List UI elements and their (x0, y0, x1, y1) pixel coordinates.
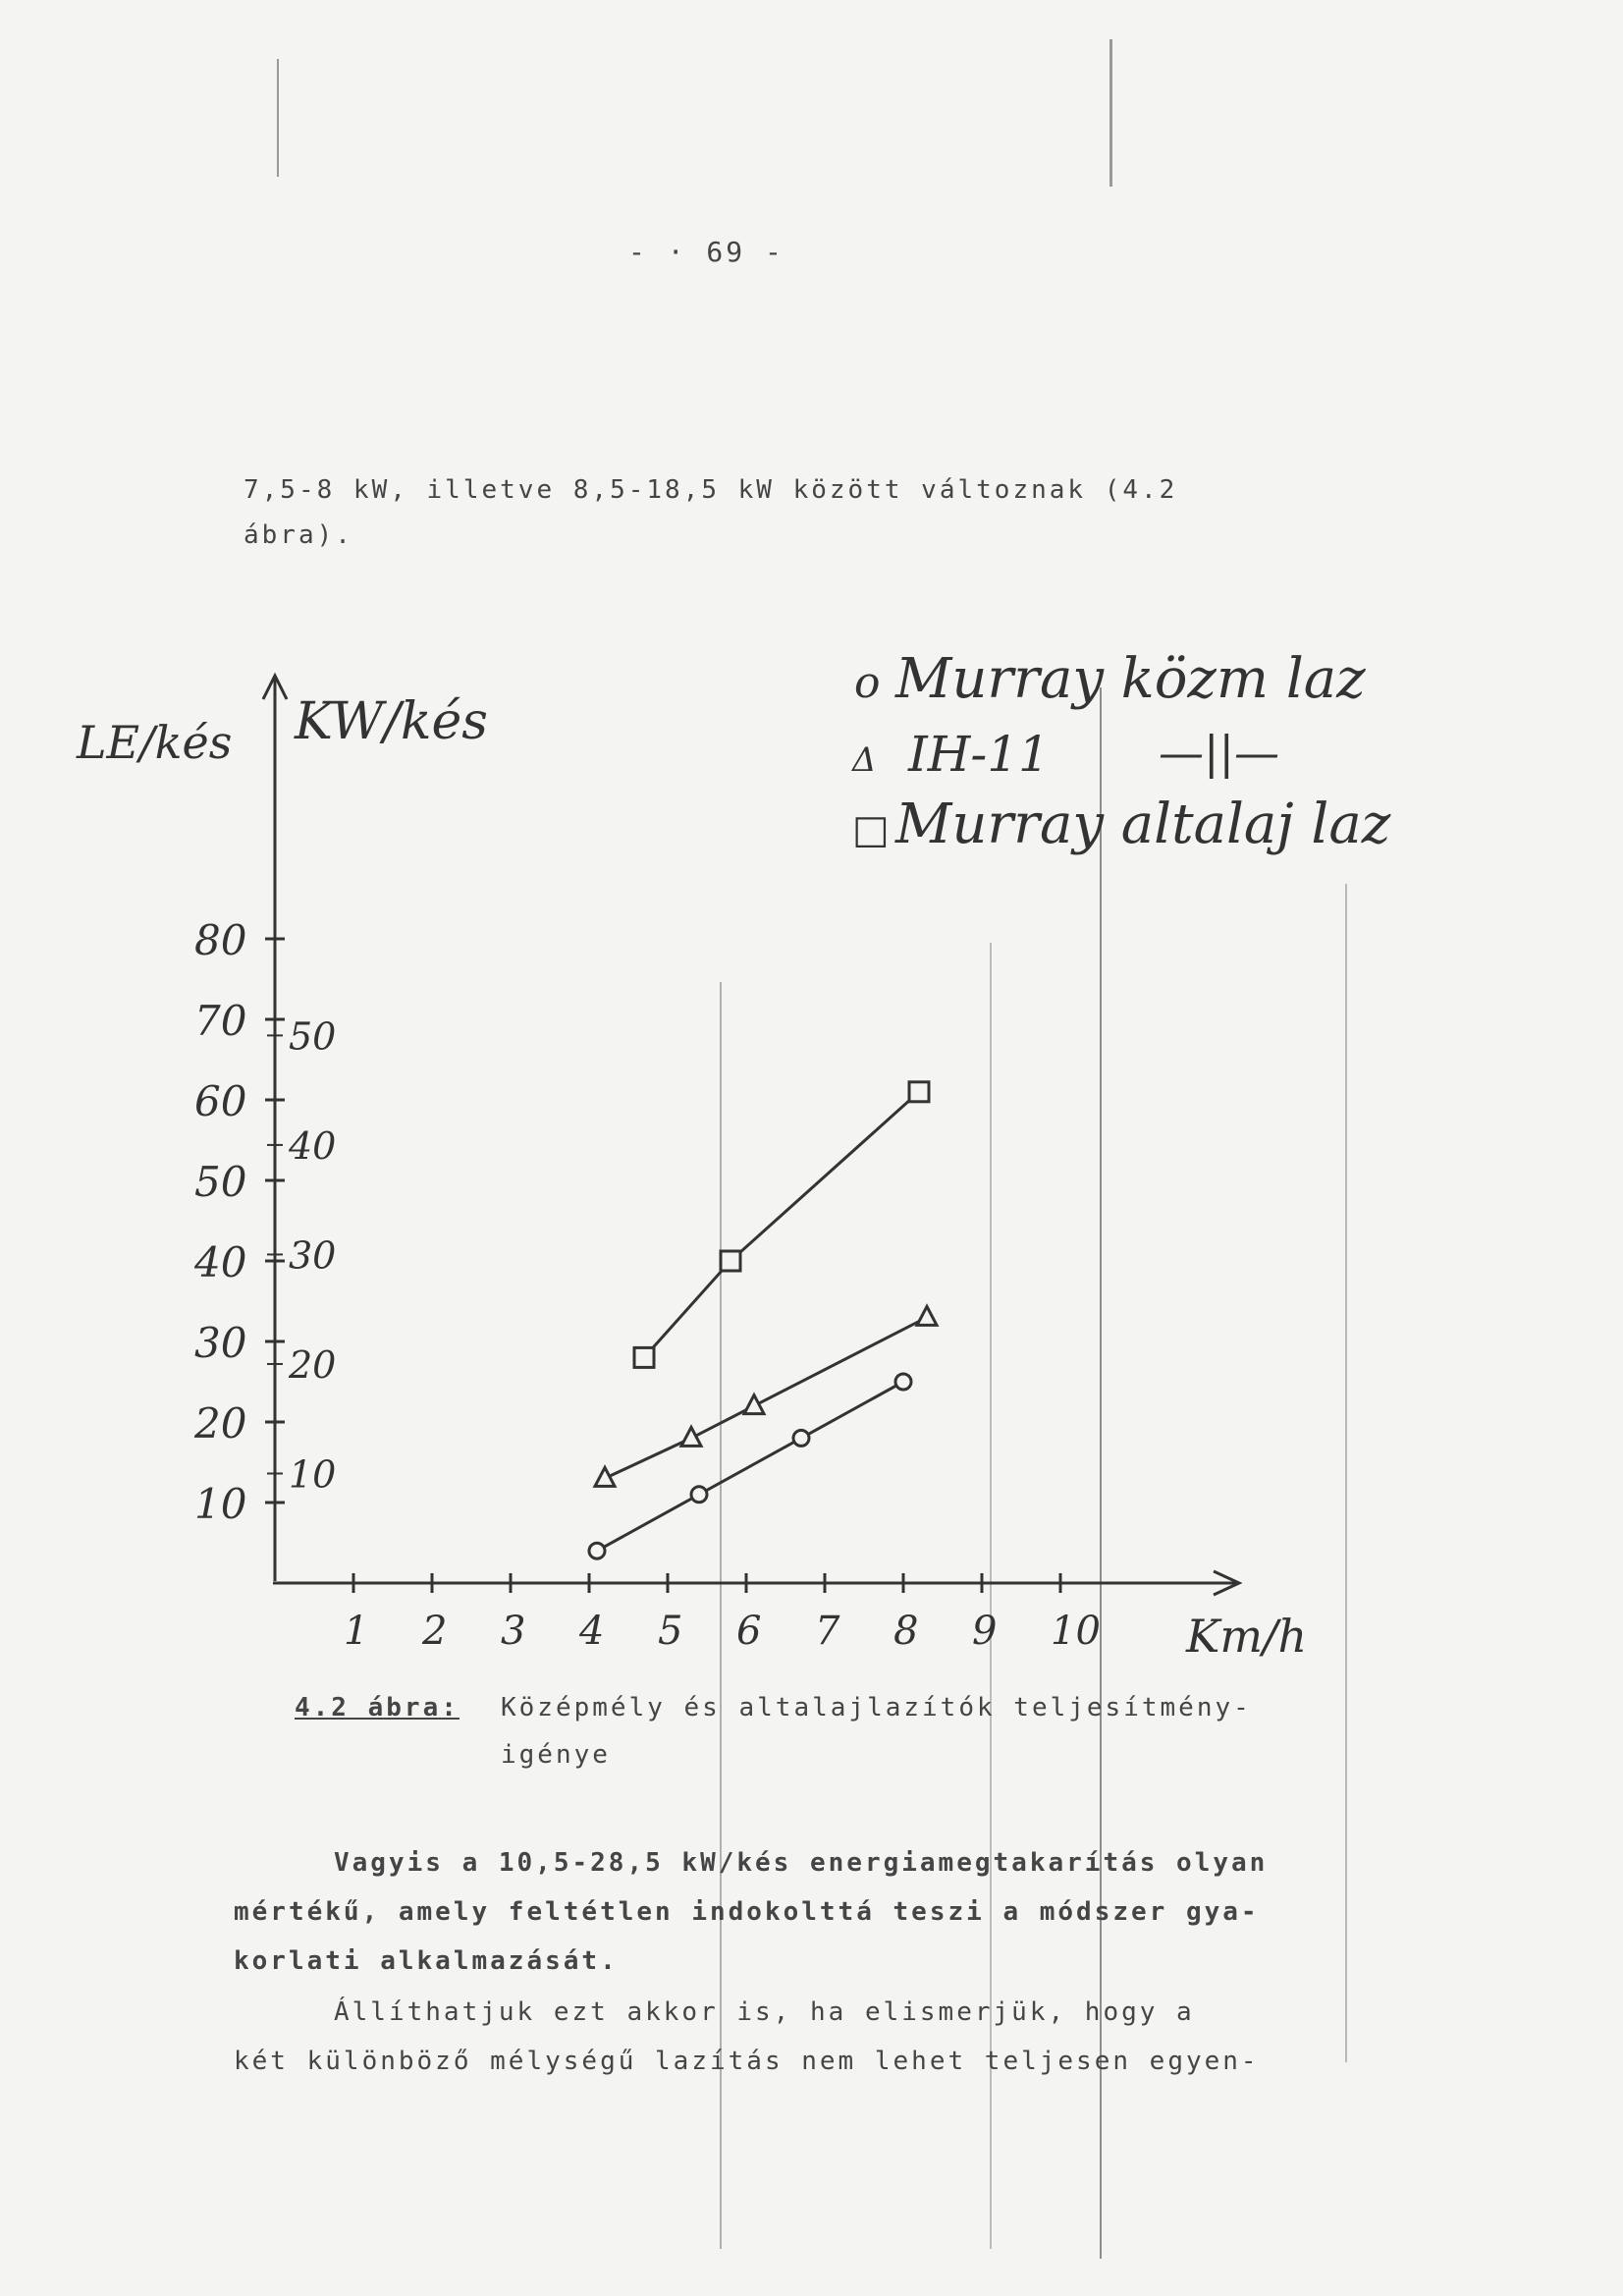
intro-line-2: ábra). (243, 520, 353, 550)
x-axis-label: Km/h (1186, 1610, 1308, 1663)
data-point-triangle (917, 1306, 937, 1325)
data-point-square (909, 1082, 929, 1102)
y-left-tick-label: 80 (194, 916, 247, 964)
body-line-4: Állíthatjuk ezt akkor is, ha elismerjük, hogy a (334, 1997, 1195, 2027)
legend-ditto: —||— (1159, 726, 1279, 779)
x-tick-label: 3 (501, 1609, 526, 1654)
y-right-tick-label: 10 (289, 1452, 337, 1497)
intro-line-1: 7,5-8 kW, illetve 8,5-18,5 kW között változnak (4.2 (243, 475, 1178, 505)
data-point-triangle (681, 1427, 701, 1446)
y-right-tick-label: 50 (289, 1014, 337, 1059)
x-tick-label: 7 (815, 1609, 840, 1654)
data-point-triangle (744, 1395, 764, 1414)
y-left-tick-label: 50 (194, 1158, 247, 1206)
data-point-triangle (595, 1467, 615, 1486)
y-left-tick-label: 20 (194, 1399, 247, 1448)
x-tick-label: 8 (893, 1609, 919, 1654)
data-point-circle (589, 1543, 605, 1558)
y-left-tick-label: 60 (194, 1077, 247, 1125)
x-tick-label: 6 (736, 1609, 762, 1654)
body-line-2: mértékű, amely feltétlen indokolttá teszi a módszer gya- (234, 1897, 1260, 1927)
legend-marker-1: o (854, 658, 881, 708)
legend-label-1: Murray közm laz (895, 647, 1366, 711)
y-left-tick-label: 70 (194, 997, 247, 1045)
legend (850, 647, 1391, 856)
data-point-circle (793, 1430, 809, 1446)
y-axis-label-right: KW/kés (295, 692, 488, 751)
x-tick-label: 10 (1051, 1609, 1101, 1654)
body-line-5: két különböző mélységű lazítás nem lehet teljesen egyen- (234, 2047, 1260, 2076)
x-tick-label: 9 (972, 1609, 998, 1654)
body-line-1: Vagyis a 10,5-28,5 kW/kés energiamegtakarítás olyan (334, 1848, 1269, 1878)
data-point-circle (691, 1487, 707, 1503)
legend-marker-2: Δ (852, 740, 877, 780)
data-point-square (634, 1347, 654, 1367)
y-left-tick-label: 10 (194, 1480, 247, 1528)
chart-ticks (193, 916, 1101, 1654)
x-tick-label: 5 (658, 1609, 683, 1654)
x-tick-label: 2 (422, 1609, 448, 1654)
data-point-circle (895, 1374, 911, 1390)
chart-series (589, 1082, 937, 1558)
y-left-tick-label: 40 (194, 1238, 247, 1286)
figure-caption-label: 4.2 ábra: (295, 1693, 460, 1722)
x-tick-label: 1 (344, 1609, 369, 1654)
y-axis-label-left: LE/kés (77, 716, 233, 769)
y-right-tick-label: 40 (289, 1123, 337, 1168)
series-line-3 (644, 1092, 919, 1358)
data-point-square (721, 1251, 740, 1271)
legend-label-3: Murray altalaj laz (895, 793, 1391, 856)
body-line-3: korlati alkalmazását. (234, 1946, 619, 1976)
y-right-tick-label: 30 (289, 1233, 337, 1278)
y-left-tick-label: 30 (194, 1319, 247, 1367)
figure-caption-text-2: igénye (501, 1740, 611, 1770)
legend-label-2: IH-11 (908, 726, 1050, 783)
y-right-tick-label: 20 (289, 1342, 337, 1387)
page-number: - · 69 - (628, 236, 784, 268)
figure-caption-text-1: Középmély és altalajlazítók teljesítmény- (501, 1693, 1252, 1722)
x-tick-label: 4 (579, 1609, 605, 1654)
legend-marker-3: □ (852, 807, 890, 852)
series-line-2 (605, 1317, 927, 1478)
